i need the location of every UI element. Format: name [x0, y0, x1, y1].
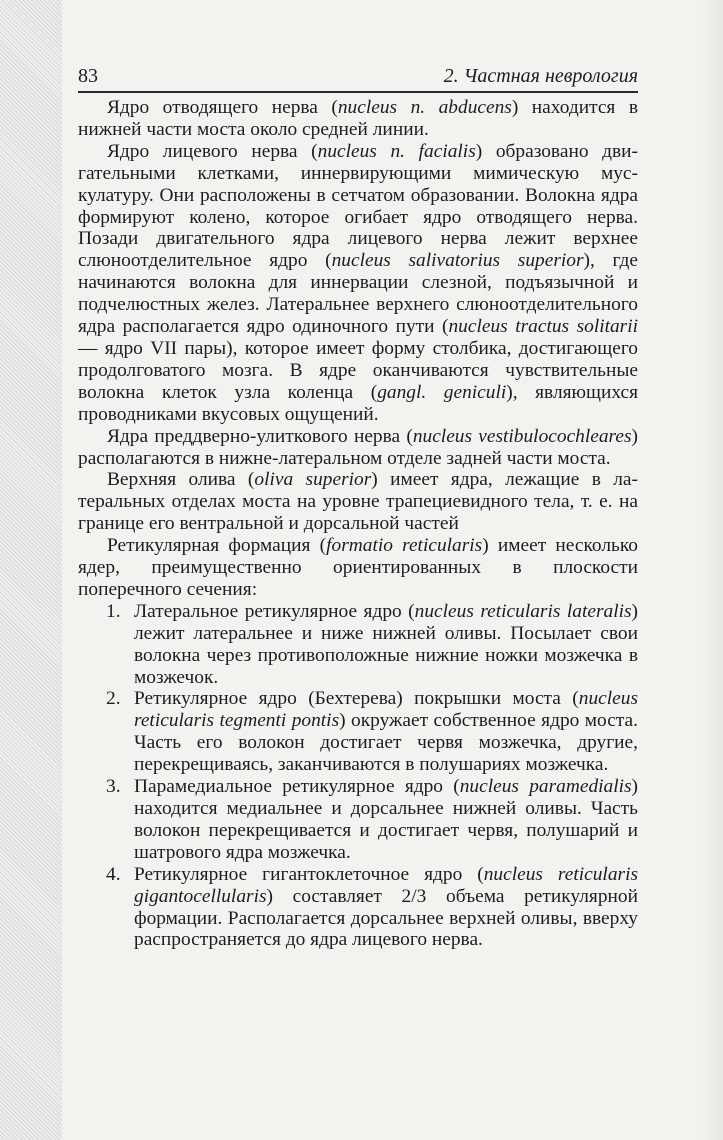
list-item: 2. Ретикулярное ядро (Бехтерева) покрышки моста (nucleus reticularis tegmenti pontis) окружает собственное ядро моста. Часть его волокон достигает червя мозжечка, другие, перекрещиваясь, заканчиваются в полушариях мозжечка. [106, 688, 638, 776]
list-item-number: 3. [106, 776, 121, 798]
list-item: 3. Парамедиальное ретикулярное ядро (nucleus paramedialis) находится медиальнее и дорсальнее нижней оливы. Часть волокон перекрещивается и достигает червя, полушарий и шатрового ядра мозжечка. [106, 776, 639, 863]
list-item: 1. Латеральное ретикулярное ядро (nucleus reticularis lateralis) лежит латеральнее и ниже нижней оливы. Посылает свои волокна через противоположные нижние ножки мозжечка в мозжечок. [106, 600, 638, 688]
list-item-number: 2. [106, 688, 121, 710]
paragraph-vestibulocochlear: Ядра преддверно-улиткового нерва (nucleus vestibulocochleares) располагаются в нижне-латеральном отделе задней части моста. [78, 425, 639, 469]
list-item-number: 4. [106, 863, 121, 885]
list-item-number: 1. [106, 600, 121, 622]
paragraph-facial: Ядро лицевого нерва (nucleus n. facialis) образовано двигательными клетками, иннервирующими мимическую мускулатуру. Они расположены в сетчатом образовании. Волокна ядра формируют колено, которое огибает ядро отводящего нерва. Позади двигательного ядра лицевого нерва лежит верхнее слюноотделительное ядро (nucleus salivatorius superior), где начинаются волокна для иннервации слезной, подъязычной и подчелюстных желез. Латеральнее верхнего слюноотделительного ядра располагается ядро одиночного пути (nucleus tractus solitarii — ядро VII пары), которое имеет форму столбика, достигающего продолговатого мозга. В ядре оканчиваются чувствительные волокна клеток узла коленца (gangl. geniculi), являющихся проводниками вкусовых ощущений. [78, 140, 639, 425]
paragraph-abducens: Ядро отводящего нерва (nucleus n. abducens) находится в нижней части моста около средней линии. [78, 97, 638, 140]
section-title: 2. Частная неврология [443, 65, 638, 87]
scan-shadow-left [0, 0, 62, 1140]
nuclei-list [78, 601, 638, 952]
book-page [78, 64, 638, 951]
list-item: 4. Ретикулярное гигантоклеточное ядро (nucleus reticularis gigantocellularis) составляет 2/3 объема ретикулярной формации. Располагается дорсальнее верхней оливы, вверху распространяется до ядра лицевого нерва. [106, 863, 638, 951]
paragraph-superior-olive: Верхняя олива (oliva superior) имеет ядра, лежащие в латеральных отделах моста на уровне трапециевидного тела, т. е. на границе его вентральной и дорсальной частей [78, 469, 638, 535]
page-body [78, 97, 638, 951]
page-number: 83 [78, 65, 98, 87]
running-header [78, 64, 638, 93]
scan-shadow-right [699, 0, 723, 1140]
paragraph-reticular-formation: Ретикулярная формация (formatio reticularis) имеет несколько ядер, преимущественно ориентированных в плоскости поперечного сечения: [78, 535, 639, 600]
